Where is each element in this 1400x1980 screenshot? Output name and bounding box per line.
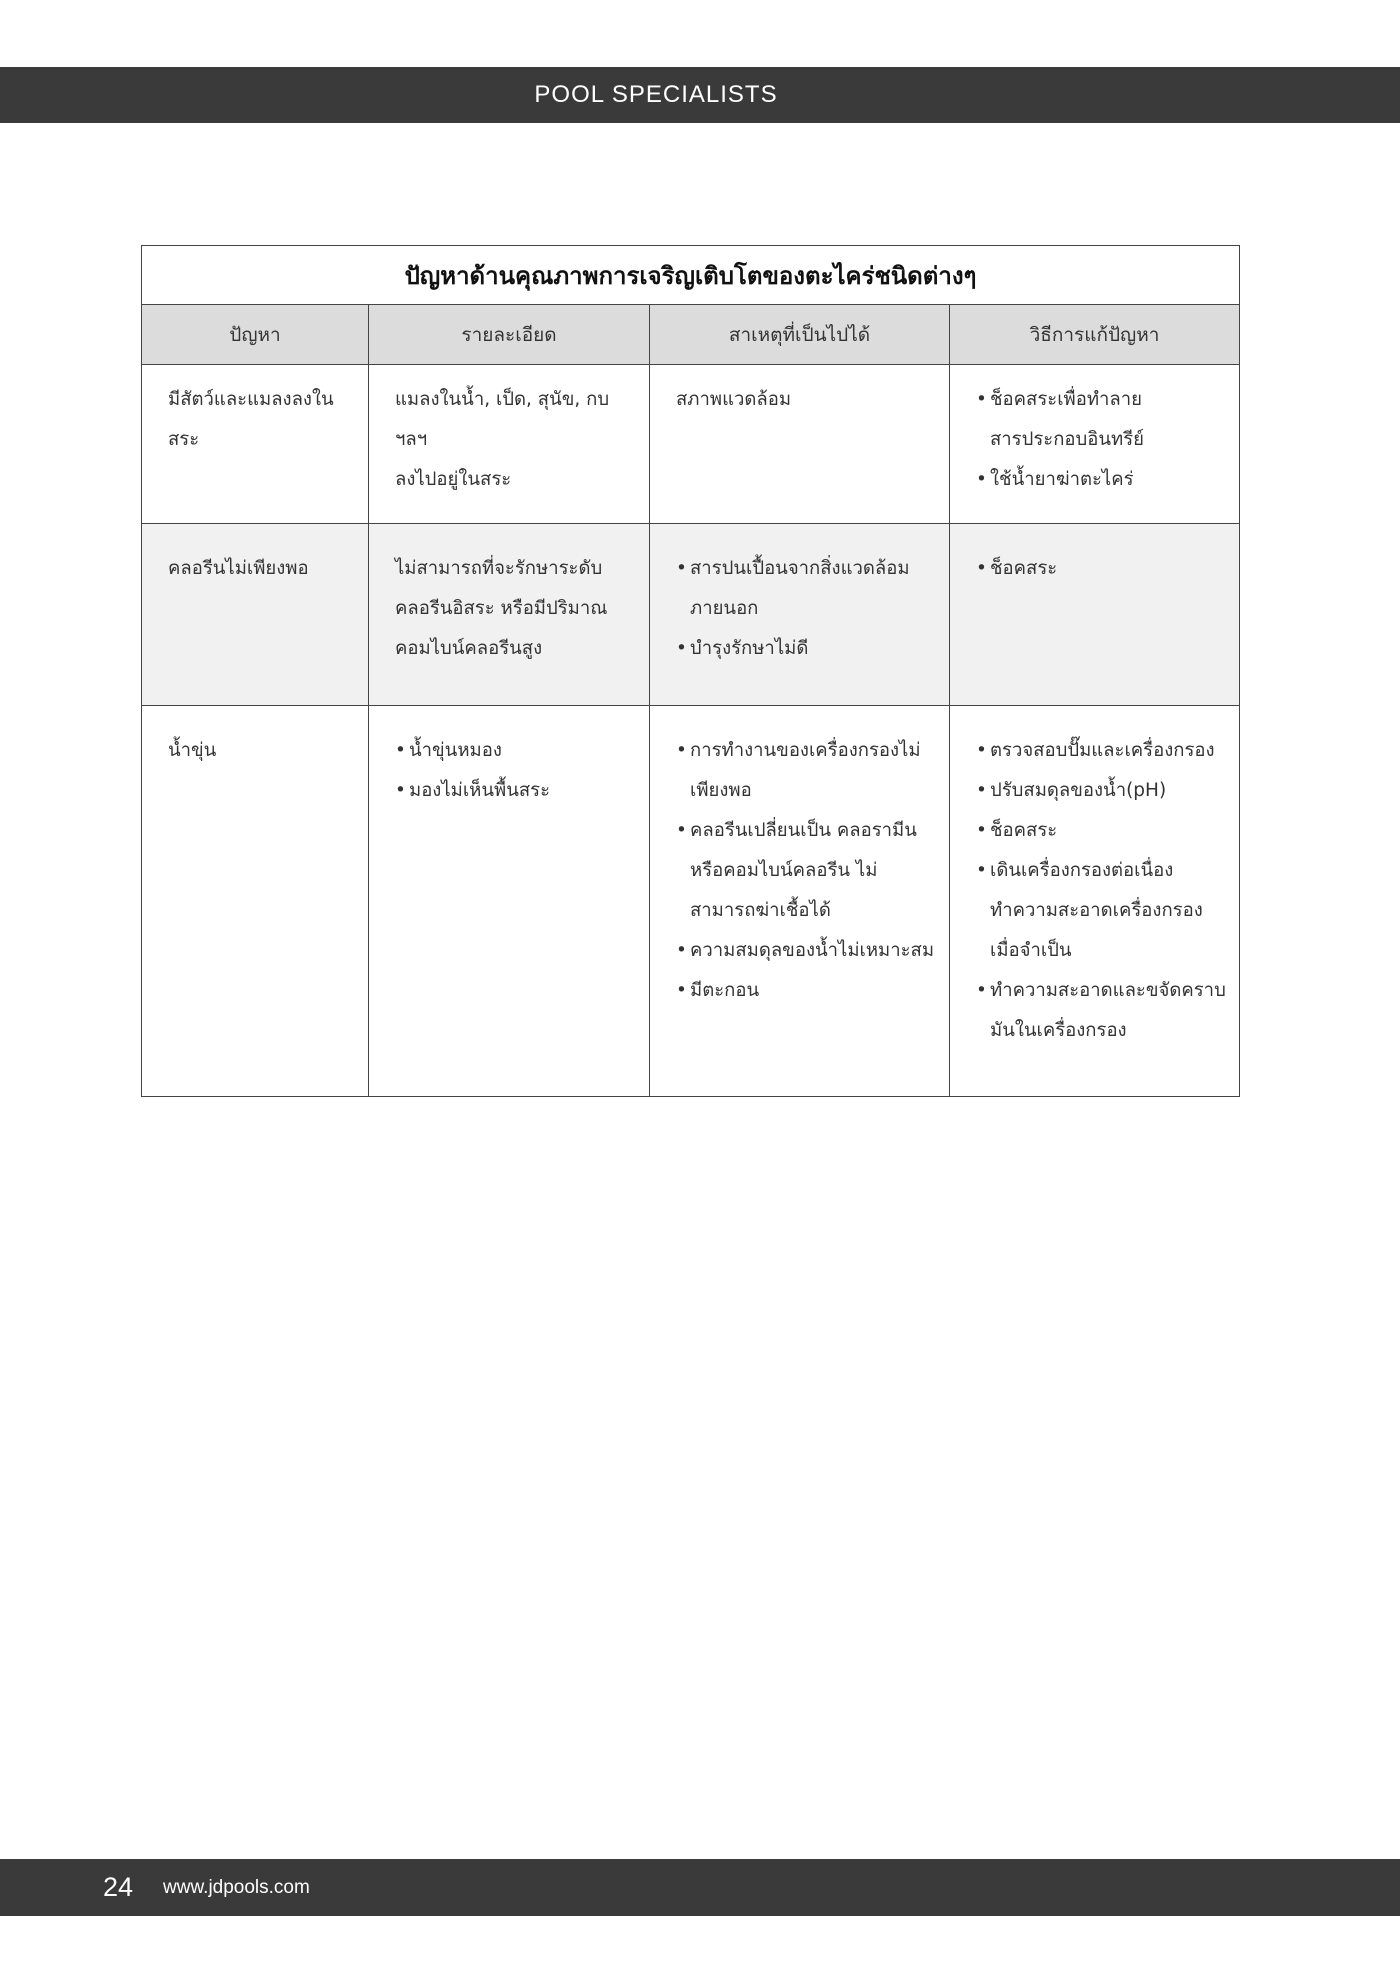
solution-item: • เดินเครื่องกรองต่อเนื่อง ทำความสะอาดเครื่องกรองเมื่อจำเป็น	[976, 851, 1231, 971]
solution-item: • ทำความสะอาดและขจัดคราบมันในเครื่องกรอง	[976, 971, 1231, 1051]
cell-solutions	[950, 706, 1240, 1097]
detail-item: • มองไม่เห็นพื้นสระ	[395, 771, 641, 811]
column-header-causes: สาเหตุที่เป็นไปได้	[650, 305, 950, 365]
detail-item: • น้ำขุ่นหมอง	[395, 731, 641, 771]
cause-item: • บำรุงรักษาไม่ดี	[676, 629, 941, 669]
column-header-solutions: วิธีการแก้ปัญหา	[950, 305, 1240, 365]
cell-problem	[142, 365, 369, 524]
detail-line: ไม่สามารถที่จะรักษาระดับ	[395, 558, 603, 579]
cell-solutions	[950, 524, 1240, 706]
website-link[interactable]: www.jdpools.com	[163, 1876, 310, 1898]
table-title: ปัญหาด้านคุณภาพการเจริญเติบโตของตะไคร่ชนิดต่างๆ	[142, 246, 1240, 305]
cell-detail	[369, 706, 650, 1097]
solution-item: • ช็อคสระ	[976, 549, 1231, 589]
problem-text: มีสัตว์และแมลงลงในสระ	[168, 389, 334, 450]
detail-line: คลอรีนอิสระ หรือมีปริมาณ	[395, 598, 608, 619]
footer-band	[0, 1859, 1400, 1916]
table-header-row	[142, 305, 1240, 365]
cause-item: • สารปนเปื้อนจากสิ่งแวดล้อมภายนอก	[676, 549, 941, 629]
table-row	[142, 365, 1240, 524]
header-band	[0, 67, 1400, 123]
cell-causes	[650, 365, 950, 524]
problem-text: คลอรีนไม่เพียงพอ	[168, 558, 309, 579]
page-number: 24	[103, 1872, 134, 1902]
cell-causes	[650, 524, 950, 706]
solution-item: • ตรวจสอบปั๊มและเครื่องกรอง	[976, 731, 1231, 771]
solution-item: • ใช้น้ำยาฆ่าตะไคร่	[976, 460, 1231, 500]
solution-item: • ช็อคสระเพื่อทำลายสารประกอบอินทรีย์	[976, 380, 1231, 460]
cell-problem	[142, 524, 369, 706]
cause-item: • คลอรีนเปลี่ยนเป็น คลอรามีนหรือคอมไบน์คลอรีน ไม่สามารถฆ่าเชื้อได้	[676, 811, 941, 931]
column-header-detail: รายละเอียด	[369, 305, 650, 365]
cell-causes	[650, 706, 950, 1097]
cell-detail	[369, 524, 650, 706]
solution-item: • ช็อคสระ	[976, 811, 1231, 851]
problem-text: น้ำขุ่น	[168, 740, 217, 761]
detail-line: ลงไปอยู่ในสระ	[395, 469, 512, 490]
cause-text: สภาพแวดล้อม	[676, 389, 792, 410]
detail-line: คอมไบน์คลอรีนสูง	[395, 638, 543, 659]
cause-item: • ความสมดุลของน้ำไม่เหมาะสม	[676, 931, 941, 971]
algae-problems-table	[141, 245, 1239, 1097]
cause-item: • มีตะกอน	[676, 971, 941, 1011]
table-row	[142, 524, 1240, 706]
cell-problem	[142, 706, 369, 1097]
table-row	[142, 706, 1240, 1097]
column-header-problem: ปัญหา	[142, 305, 369, 365]
header-brand: POOL SPECIALISTS	[534, 81, 778, 108]
cell-solutions	[950, 365, 1240, 524]
cell-detail	[369, 365, 650, 524]
detail-line: แมลงในน้ำ, เป็ด, สุนัข, กบ ฯลฯ	[395, 389, 610, 450]
solution-item: • ปรับสมดุลของน้ำ(pH)	[976, 771, 1231, 811]
cause-item: • การทำงานของเครื่องกรองไม่เพียงพอ	[676, 731, 941, 811]
